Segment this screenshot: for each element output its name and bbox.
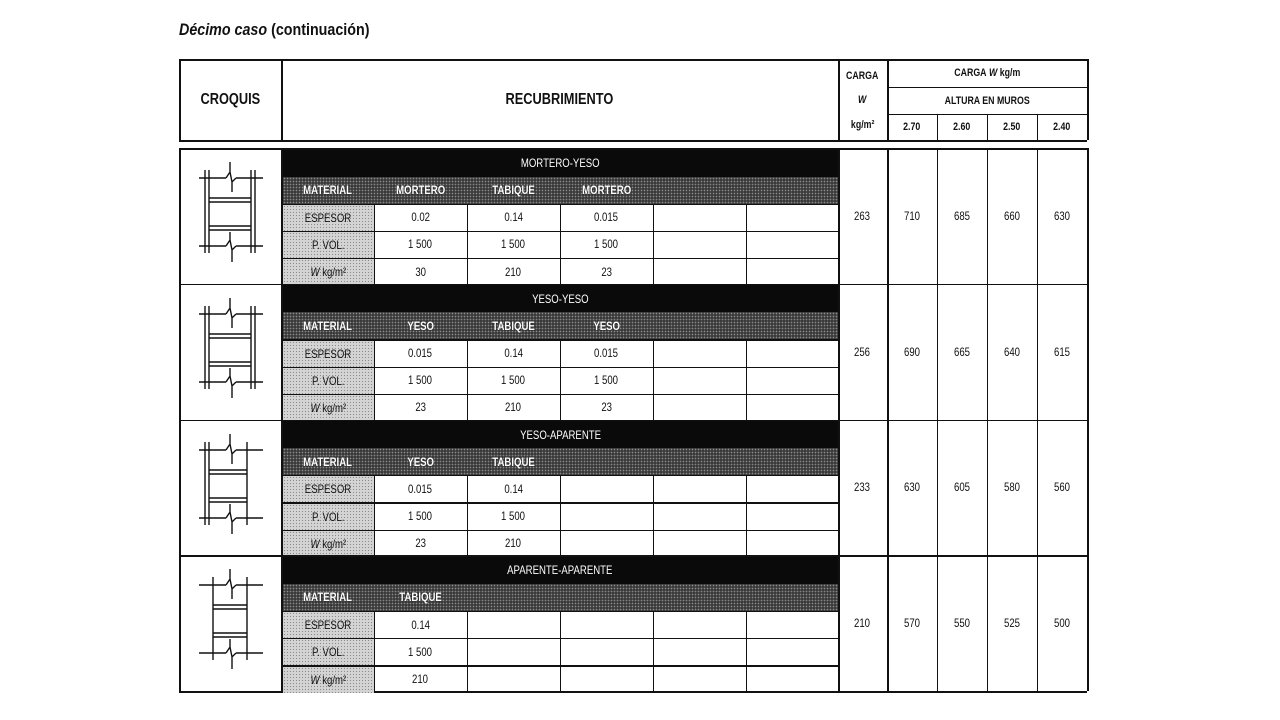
load-value bbox=[1037, 284, 1087, 420]
column-rule bbox=[374, 475, 375, 557]
value-cell-text: 210 bbox=[505, 536, 522, 551]
wall-sketch-path bbox=[199, 162, 263, 262]
value-cell bbox=[467, 367, 560, 394]
value-cell-text: 1 500 bbox=[501, 508, 526, 523]
value-cell bbox=[467, 394, 560, 421]
carga-header-line1-text: CARGA bbox=[846, 70, 879, 82]
material-name bbox=[374, 584, 467, 611]
value-cell bbox=[374, 638, 467, 665]
row-label-pvol bbox=[283, 504, 375, 530]
value-cell-text: 1 500 bbox=[501, 237, 526, 252]
material-name-text: YESO bbox=[593, 318, 620, 333]
column-rule bbox=[374, 611, 375, 693]
material-name-text: TABIQUE bbox=[492, 183, 535, 198]
carga-value-text: 256 bbox=[854, 344, 871, 359]
row-label-w bbox=[283, 667, 375, 693]
column-rule bbox=[467, 475, 468, 557]
value-cell-text: 23 bbox=[415, 400, 426, 415]
carga-header-line1 bbox=[838, 64, 887, 88]
value-cell bbox=[467, 475, 560, 502]
value-cell bbox=[374, 367, 467, 394]
load-value bbox=[987, 555, 1037, 691]
load-value bbox=[1037, 148, 1087, 284]
value-cell bbox=[560, 204, 653, 231]
load-value bbox=[887, 284, 937, 420]
carga-header-unit-text: kg/m² bbox=[850, 119, 875, 131]
title-italic: Décimo caso bbox=[179, 20, 268, 39]
material-label bbox=[281, 584, 374, 611]
row-label-text: P. VOL. bbox=[312, 645, 345, 660]
load-value bbox=[887, 148, 937, 284]
row-label-espesor bbox=[283, 612, 375, 638]
row-label-text: ESPESOR bbox=[305, 482, 352, 497]
material-name-text: MORTERO bbox=[395, 183, 446, 198]
w-var: W bbox=[310, 265, 320, 280]
value-cell-text: 1 500 bbox=[408, 373, 433, 388]
load-value bbox=[887, 555, 937, 691]
row-label-pvol bbox=[283, 368, 375, 394]
column-rule bbox=[467, 611, 468, 693]
load-value bbox=[987, 420, 1037, 556]
carga-value-text: 210 bbox=[854, 616, 871, 631]
column-rule bbox=[653, 339, 654, 421]
value-cell-text: 23 bbox=[601, 264, 612, 279]
load-value-text: 550 bbox=[953, 616, 971, 631]
value-cell bbox=[467, 204, 560, 231]
material-name bbox=[374, 177, 467, 204]
section-title: APARENTE-APARENTE bbox=[507, 563, 613, 578]
height-header-text: 2.40 bbox=[1053, 121, 1071, 133]
height-header-text: 2.70 bbox=[903, 121, 921, 133]
row-label-text: P. VOL. bbox=[312, 509, 345, 524]
column-rule bbox=[374, 339, 375, 421]
height-header-text: 2.60 bbox=[953, 121, 971, 133]
w-var: W bbox=[310, 536, 320, 551]
section-title-band bbox=[283, 150, 839, 177]
load-value-text: 605 bbox=[953, 480, 971, 495]
row-label-espesor bbox=[283, 341, 375, 367]
column-rule bbox=[467, 339, 468, 421]
value-cell bbox=[560, 339, 653, 366]
section-title: YESO-APARENTE bbox=[519, 427, 601, 442]
row-label-text bbox=[310, 265, 346, 279]
value-cell-text: 30 bbox=[415, 264, 426, 279]
load-value-text: 665 bbox=[953, 344, 971, 359]
row-label-text bbox=[310, 537, 346, 551]
carga-w-header-text bbox=[954, 67, 1020, 79]
value-cell bbox=[467, 530, 560, 557]
row-label-text bbox=[310, 673, 346, 687]
row-label-text: ESPESOR bbox=[305, 346, 352, 361]
value-cell-text: 1 500 bbox=[408, 644, 433, 659]
value-cell bbox=[467, 502, 560, 529]
value-cell bbox=[560, 394, 653, 421]
column-rule bbox=[746, 475, 747, 557]
row-label-pvol bbox=[283, 639, 375, 665]
value-cell bbox=[467, 231, 560, 258]
section-title-band bbox=[283, 285, 839, 312]
load-value-text: 690 bbox=[903, 344, 921, 359]
material-name-text: MORTERO bbox=[581, 183, 632, 198]
section-title-band bbox=[283, 421, 839, 448]
value-cell bbox=[374, 258, 467, 285]
value-cell-text: 23 bbox=[601, 400, 612, 415]
load-value bbox=[987, 284, 1037, 420]
material-name bbox=[560, 312, 653, 339]
value-cell-text: 0.015 bbox=[594, 346, 619, 361]
row-label-espesor bbox=[283, 476, 375, 502]
load-value-text: 710 bbox=[903, 208, 921, 223]
w-var: W bbox=[310, 672, 320, 687]
value-cell bbox=[374, 204, 467, 231]
material-name-text: YESO bbox=[407, 318, 434, 333]
load-value-text: 615 bbox=[1053, 344, 1071, 359]
wall-sketch-path bbox=[199, 434, 263, 534]
value-cell-text: 0.015 bbox=[408, 346, 433, 361]
material-name-text: TABIQUE bbox=[492, 318, 535, 333]
section-title: MORTERO-YESO bbox=[520, 156, 600, 170]
column-rule bbox=[560, 611, 561, 693]
load-value bbox=[887, 420, 937, 556]
carga-w-var: W bbox=[988, 67, 998, 79]
w-unit: kg/m² bbox=[322, 265, 347, 280]
body-right-rule bbox=[1087, 148, 1089, 691]
row-label-text bbox=[310, 401, 346, 415]
column-rule bbox=[374, 204, 375, 286]
carga-w-prefix: CARGA bbox=[953, 67, 987, 79]
row-label-pvol bbox=[283, 232, 375, 258]
wall-sketch-icon bbox=[196, 294, 266, 404]
carga-header-var: W bbox=[858, 94, 867, 106]
value-cell bbox=[374, 475, 467, 502]
croquis-header bbox=[179, 59, 281, 140]
row-label-text: ESPESOR bbox=[305, 210, 352, 225]
value-cell bbox=[374, 502, 467, 529]
load-value bbox=[1037, 420, 1087, 556]
material-name bbox=[374, 448, 467, 475]
value-cell bbox=[374, 611, 467, 638]
load-value-text: 685 bbox=[953, 208, 971, 223]
value-cell bbox=[560, 367, 653, 394]
altura-header-text: ALTURA EN MUROS bbox=[944, 94, 1030, 107]
material-label-text: MATERIAL bbox=[303, 454, 352, 469]
row-label-espesor bbox=[283, 205, 375, 231]
value-cell-text: 0.02 bbox=[411, 210, 430, 225]
row-label-w bbox=[283, 259, 375, 285]
load-value bbox=[937, 284, 987, 420]
carga-w-header bbox=[887, 59, 1087, 87]
wall-sketch-path bbox=[199, 569, 263, 669]
value-cell-text: 0.14 bbox=[411, 617, 430, 632]
w-unit: kg/m² bbox=[322, 672, 347, 687]
header-right-rule bbox=[1087, 59, 1089, 140]
column-rule bbox=[746, 611, 747, 693]
load-value-text: 630 bbox=[1053, 208, 1071, 223]
material-name-text: YESO bbox=[407, 454, 434, 469]
column-rule bbox=[560, 339, 561, 421]
load-value-text: 570 bbox=[903, 616, 921, 631]
material-name bbox=[467, 312, 560, 339]
material-label-text: MATERIAL bbox=[303, 183, 352, 198]
value-cell bbox=[374, 394, 467, 421]
load-value bbox=[937, 148, 987, 284]
carga-value-text: 263 bbox=[854, 208, 871, 223]
wall-sketch-icon bbox=[196, 430, 266, 540]
w-unit: kg/m² bbox=[322, 536, 347, 551]
material-label bbox=[281, 312, 374, 339]
height-header bbox=[1037, 114, 1087, 140]
height-header bbox=[887, 114, 937, 140]
material-label-text: MATERIAL bbox=[303, 590, 352, 605]
row-label-w bbox=[283, 531, 375, 557]
row-label-w bbox=[283, 395, 375, 421]
value-cell-text: 0.015 bbox=[594, 210, 619, 225]
header-bottom-rule bbox=[179, 140, 1087, 142]
value-cell-text: 210 bbox=[505, 264, 522, 279]
value-cell-text: 1 500 bbox=[408, 508, 433, 523]
value-cell bbox=[374, 231, 467, 258]
load-value bbox=[987, 148, 1037, 284]
carga-value-text: 233 bbox=[854, 480, 871, 495]
load-value-text: 525 bbox=[1003, 616, 1021, 631]
value-cell bbox=[560, 258, 653, 285]
wall-sketch-path bbox=[199, 298, 263, 398]
carga-w-unit: kg/m bbox=[999, 67, 1021, 79]
column-rule bbox=[653, 611, 654, 693]
value-cell bbox=[374, 339, 467, 366]
section-title-band bbox=[283, 557, 839, 584]
value-cell-text: 0.14 bbox=[504, 346, 523, 361]
value-cell-text: 210 bbox=[505, 400, 522, 415]
value-cell-text: 1 500 bbox=[594, 373, 619, 388]
value-cell bbox=[374, 530, 467, 557]
load-value-text: 580 bbox=[1003, 480, 1021, 495]
load-value-text: 660 bbox=[1003, 208, 1021, 223]
recubrimiento-header-text: RECUBRIMIENTO bbox=[505, 90, 614, 108]
load-value-text: 630 bbox=[903, 480, 921, 495]
value-cell-text: 1 500 bbox=[501, 373, 526, 388]
recubrimiento-header bbox=[281, 59, 838, 140]
material-name bbox=[467, 177, 560, 204]
column-rule bbox=[560, 204, 561, 286]
carga-value bbox=[838, 555, 887, 691]
value-cell-text: 1 500 bbox=[408, 237, 433, 252]
carga-header-unit bbox=[838, 112, 887, 138]
load-value-text: 560 bbox=[1053, 480, 1071, 495]
w-var: W bbox=[310, 401, 320, 416]
croquis-header-text: CROQUIS bbox=[200, 90, 260, 108]
column-rule bbox=[746, 339, 747, 421]
w-unit: kg/m² bbox=[322, 401, 347, 416]
value-cell-text: 23 bbox=[415, 536, 426, 551]
load-value bbox=[937, 555, 987, 691]
load-value bbox=[937, 420, 987, 556]
title-rest: (continuación) bbox=[271, 20, 370, 39]
row-label-text: P. VOL. bbox=[312, 238, 345, 253]
height-header-text: 2.50 bbox=[1003, 121, 1021, 133]
wall-sketch-icon bbox=[196, 565, 266, 675]
column-rule bbox=[746, 204, 747, 286]
carga-value bbox=[838, 284, 887, 420]
carga-value bbox=[838, 148, 887, 284]
value-cell bbox=[467, 258, 560, 285]
value-cell-text: 1 500 bbox=[594, 237, 619, 252]
carga-header-line2 bbox=[838, 88, 887, 112]
column-rule bbox=[560, 475, 561, 557]
wall-sketch-icon bbox=[196, 158, 266, 268]
column-rule bbox=[653, 475, 654, 557]
height-header bbox=[937, 114, 987, 140]
value-cell bbox=[560, 231, 653, 258]
column-rule bbox=[653, 204, 654, 286]
altura-header bbox=[887, 87, 1087, 114]
material-name-text: TABIQUE bbox=[492, 454, 535, 469]
load-value-text: 500 bbox=[1053, 616, 1071, 631]
material-label bbox=[281, 448, 374, 475]
value-cell-text: 0.14 bbox=[504, 481, 523, 496]
load-value bbox=[1037, 555, 1087, 691]
height-header bbox=[987, 114, 1037, 140]
material-name bbox=[467, 448, 560, 475]
column-rule bbox=[467, 204, 468, 286]
material-label bbox=[281, 177, 374, 204]
material-name-text: TABIQUE bbox=[399, 590, 442, 605]
load-value-text: 640 bbox=[1003, 344, 1021, 359]
row-label-text: ESPESOR bbox=[305, 618, 352, 633]
row-label-text: P. VOL. bbox=[312, 373, 345, 388]
material-name bbox=[560, 177, 653, 204]
value-cell-text: 0.015 bbox=[408, 481, 433, 496]
value-cell-text: 210 bbox=[412, 671, 429, 686]
value-cell bbox=[374, 665, 467, 692]
material-label-text: MATERIAL bbox=[303, 318, 352, 333]
value-cell-text: 0.14 bbox=[504, 210, 523, 225]
section-title: YESO-YESO bbox=[531, 291, 589, 306]
carga-value bbox=[838, 420, 887, 556]
value-cell bbox=[467, 339, 560, 366]
material-name bbox=[374, 312, 467, 339]
